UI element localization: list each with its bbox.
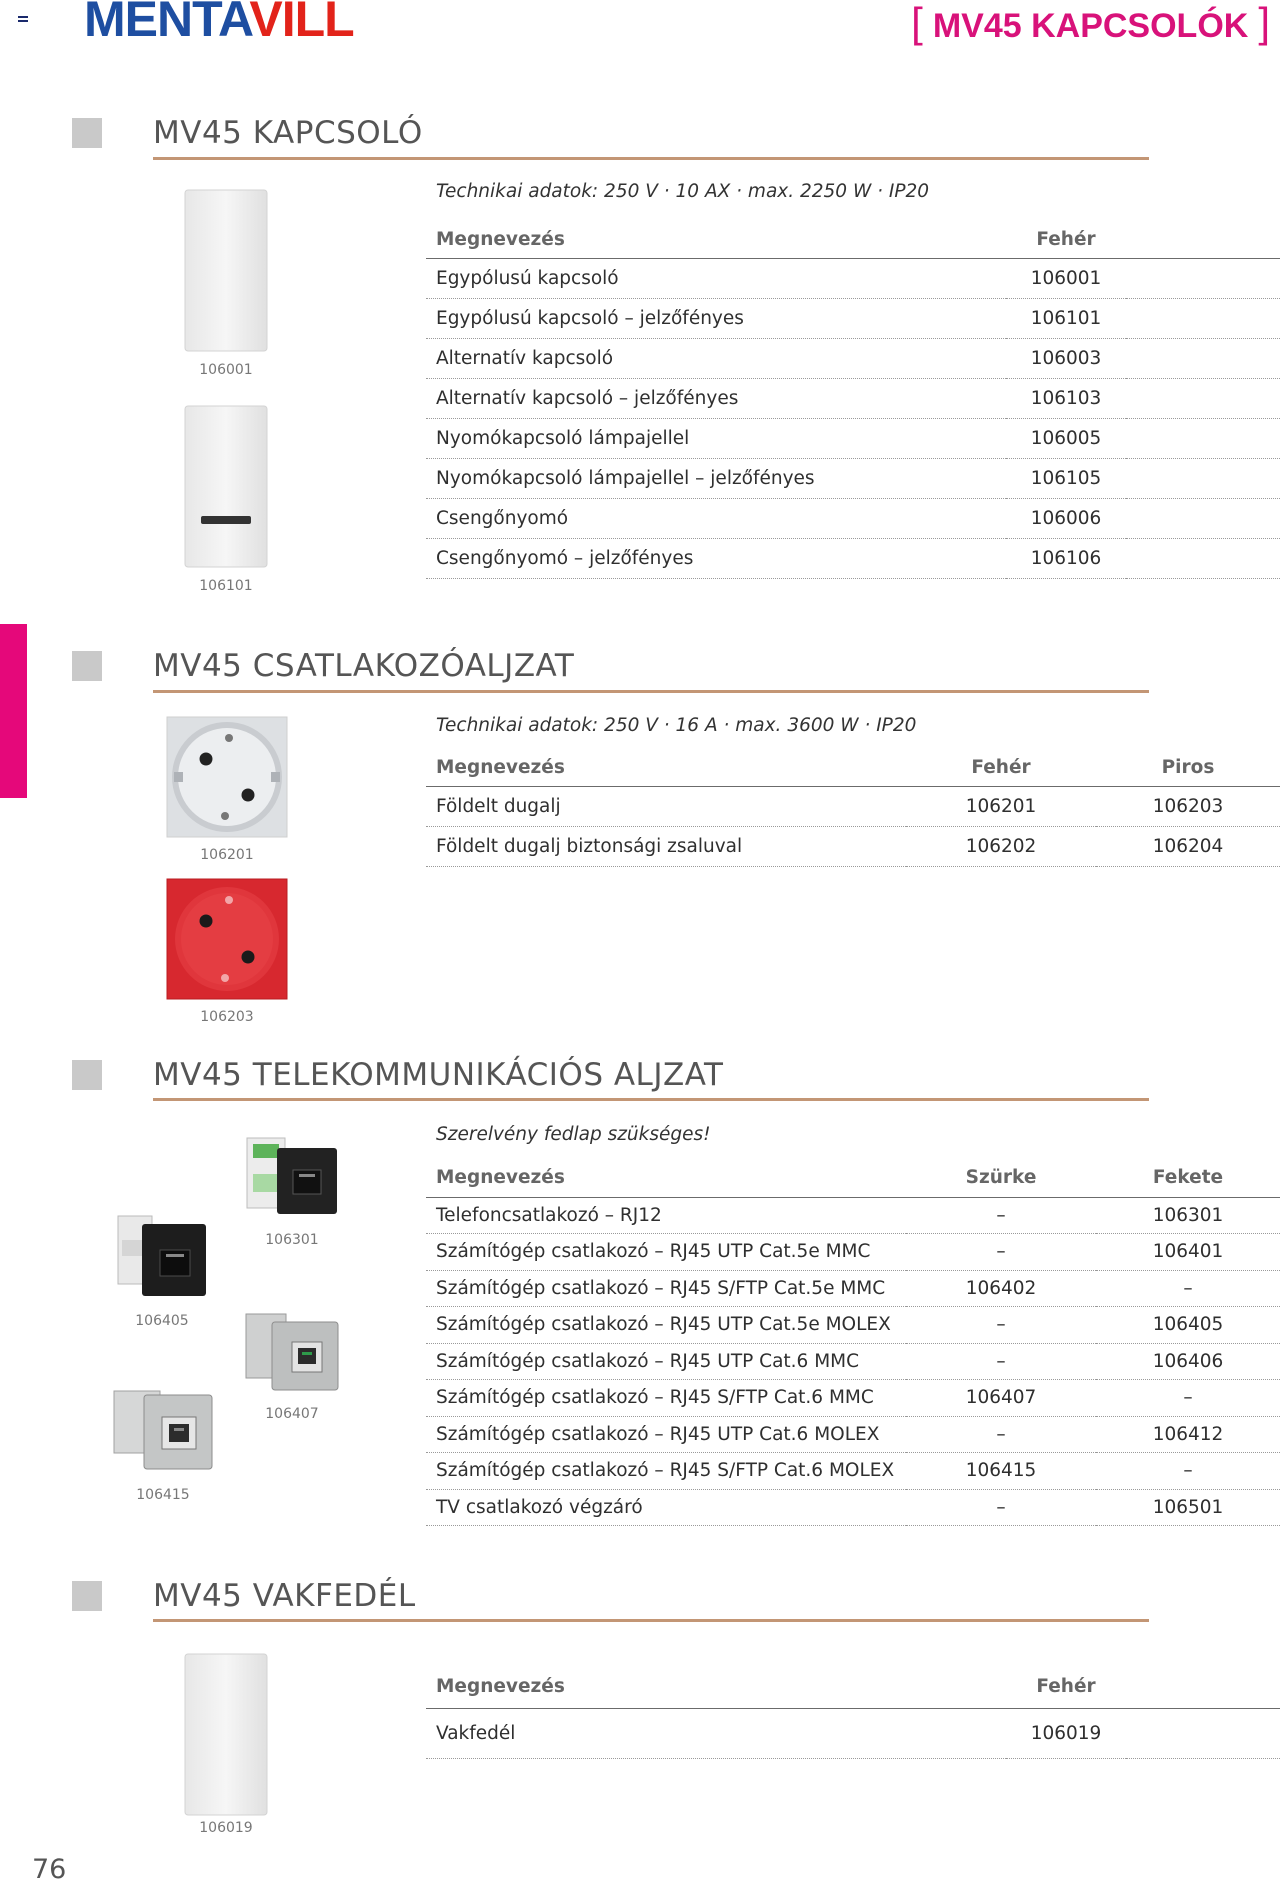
table-row: TV csatlakozó végzáró – 106501 bbox=[426, 1489, 1280, 1526]
table-row: Alternatív kapcsoló 106003 bbox=[426, 338, 1280, 378]
column-header: Fehér bbox=[906, 750, 1096, 786]
image-caption: 106301 bbox=[265, 1232, 319, 1248]
switch-module-indicator-image bbox=[183, 404, 269, 569]
table-row: Csengőnyomó 106006 bbox=[426, 498, 1280, 538]
image-caption: 106203 bbox=[200, 1009, 254, 1025]
table-row: Számítógép csatlakozó – RJ45 S/FTP Cat.5e MMC 106402 – bbox=[426, 1270, 1280, 1307]
section-divider bbox=[153, 690, 1149, 693]
image-caption: 106001 bbox=[199, 362, 253, 378]
section-divider bbox=[153, 1098, 1149, 1101]
section-divider bbox=[153, 1619, 1149, 1622]
section-title-csatlakozo: MV45 CSATLAKOZÓALJZAT bbox=[153, 648, 575, 684]
table-row: Földelt dugalj biztonsági zsaluval 106202 106204 bbox=[426, 826, 1280, 866]
note-text: Szerelvény fedlap szükséges! bbox=[436, 1124, 711, 1145]
mentavill-logo: MENTAVILL bbox=[84, 0, 354, 47]
table-row: Telefoncsatlakozó – RJ12 – 106301 bbox=[426, 1197, 1280, 1234]
table-row: Számítógép csatlakozó – RJ45 S/FTP Cat.6 MMC 106407 – bbox=[426, 1380, 1280, 1417]
section-divider bbox=[153, 157, 1149, 160]
image-caption: 106201 bbox=[200, 847, 254, 863]
product-table-kapcsolo bbox=[426, 222, 1280, 579]
column-header: Piros bbox=[1096, 750, 1280, 786]
rj45-ftp-molex-jack-image bbox=[110, 1383, 218, 1475]
section-title-kapcsolo: MV45 KAPCSOLÓ bbox=[153, 115, 423, 151]
table-header-row bbox=[426, 1159, 1280, 1197]
product-table-csatlakozo bbox=[426, 750, 1280, 867]
table-row: Számítógép csatlakozó – RJ45 UTP Cat.6 MOLEX – 106412 bbox=[426, 1416, 1280, 1453]
image-caption: 106415 bbox=[136, 1487, 190, 1503]
section-title-telekom: MV45 TELEKOMMUNIKÁCIÓS ALJZAT bbox=[153, 1057, 724, 1093]
column-header: Szürke bbox=[906, 1159, 1096, 1197]
column-header: Fehér bbox=[1006, 222, 1126, 258]
socket-red-image bbox=[166, 878, 288, 1000]
image-caption: 106405 bbox=[135, 1313, 189, 1329]
table-row: Földelt dugalj 106201 106203 bbox=[426, 786, 1280, 826]
section-title-vakfedel: MV45 VAKFEDÉL bbox=[153, 1578, 416, 1614]
table-row: Számítógép csatlakozó – RJ45 S/FTP Cat.6 MOLEX 106415 – bbox=[426, 1453, 1280, 1490]
table-row: Számítógép csatlakozó – RJ45 UTP Cat.6 MMC – 106406 bbox=[426, 1343, 1280, 1380]
column-header: Megnevezés bbox=[426, 1666, 1006, 1708]
switch-module-image bbox=[183, 188, 269, 353]
table-row: Nyomókapcsoló lámpajellel – jelzőfényes 106105 bbox=[426, 458, 1280, 498]
section-marker bbox=[72, 118, 102, 148]
socket-white-image bbox=[166, 716, 288, 838]
table-header-row bbox=[426, 750, 1280, 786]
menu-icon[interactable] bbox=[18, 16, 28, 24]
chapter-tab-marker bbox=[0, 624, 27, 798]
product-table-vakfedel bbox=[426, 1666, 1280, 1759]
table-row: Nyomókapcsoló lámpajellel 106005 bbox=[426, 418, 1280, 458]
image-caption: 106407 bbox=[265, 1406, 319, 1422]
page-number: 76 bbox=[32, 1854, 67, 1885]
section-marker bbox=[72, 651, 102, 681]
technical-data: Technikai adatok: 250 V · 10 AX · max. 2250 W · IP20 bbox=[436, 181, 930, 202]
table-row: Egypólusú kapcsoló 106001 bbox=[426, 258, 1280, 298]
image-caption: 106101 bbox=[199, 578, 253, 594]
technical-data: Technikai adatok: 250 V · 16 A · max. 3600 W · IP20 bbox=[436, 715, 917, 736]
section-marker bbox=[72, 1060, 102, 1090]
table-row: Csengőnyomó – jelzőfényes 106106 bbox=[426, 538, 1280, 578]
column-header: Megnevezés bbox=[426, 750, 906, 786]
table-header-row bbox=[426, 222, 1280, 258]
table-row: Számítógép csatlakozó – RJ45 UTP Cat.5e MMC – 106401 bbox=[426, 1234, 1280, 1271]
table-row: Egypólusú kapcsoló – jelzőfényes 106101 bbox=[426, 298, 1280, 338]
rj45-ftp-cat6-jack-image bbox=[242, 1306, 344, 1398]
rj45-utp-jack-image bbox=[114, 1210, 214, 1302]
blank-cover-image bbox=[183, 1652, 269, 1817]
column-header: Fehér bbox=[1006, 1666, 1126, 1708]
rj12-jack-image bbox=[243, 1134, 343, 1226]
table-row: Számítógép csatlakozó – RJ45 UTP Cat.5e MOLEX – 106405 bbox=[426, 1307, 1280, 1344]
table-row: Alternatív kapcsoló – jelzőfényes 106103 bbox=[426, 378, 1280, 418]
image-caption: 106019 bbox=[199, 1820, 253, 1836]
column-header: Megnevezés bbox=[426, 1159, 906, 1197]
table-header-row bbox=[426, 1666, 1280, 1708]
column-header: Megnevezés bbox=[426, 222, 1006, 258]
table-row: Vakfedél 106019 bbox=[426, 1708, 1280, 1758]
product-table-telekom bbox=[426, 1159, 1280, 1526]
column-header: Fekete bbox=[1096, 1159, 1280, 1197]
chapter-title: [ MV45 KAPCSOLÓK ] bbox=[911, 0, 1270, 46]
section-marker bbox=[72, 1581, 102, 1611]
